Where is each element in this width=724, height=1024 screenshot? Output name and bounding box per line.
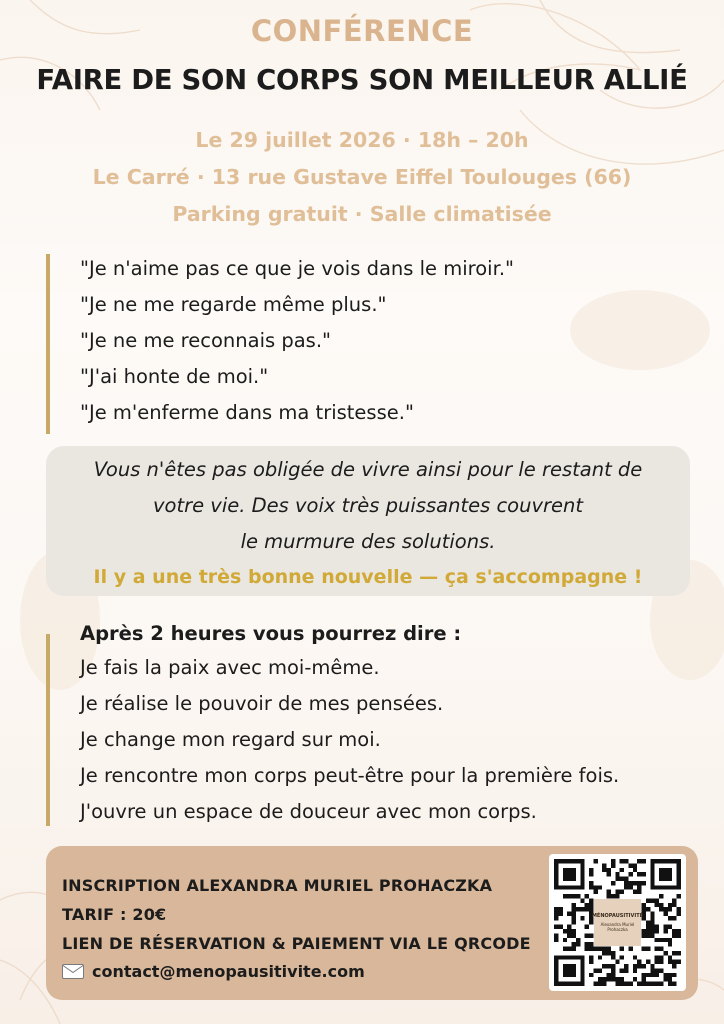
quote-line: "J'ai honte de moi." — [80, 365, 269, 388]
qr-logo-line: Prohaczka — [607, 927, 628, 932]
registration-name: INSCRIPTION ALEXANDRA MURIEL PROHACZKA — [62, 876, 493, 895]
price-label: TARIF : 20€ — [62, 905, 167, 924]
event-date-time: Le 29 juillet 2026 · 18h – 20h — [195, 128, 529, 152]
event-location: Le Carré · 13 rue Gustave Eiffel Toulouges (66) — [92, 165, 632, 189]
qr-logo-line: Alexandra Muriel — [600, 922, 635, 927]
benefit-item: Je rencontre mon corps peut-être pour la première fois. — [80, 764, 620, 787]
benefit-item: Je réalise le pouvoir de mes pensées. — [80, 692, 444, 715]
event-kicker: CONFÉRENCE — [250, 14, 474, 48]
qr-center-logo — [591, 899, 644, 946]
benefit-item: Je fais la paix avec moi-même. — [80, 656, 380, 679]
quote-line: "Je m'enferme dans ma tristesse." — [80, 401, 414, 424]
booking-info: LIEN DE RÉSERVATION & PAIEMENT VIA LE QRCODE — [62, 934, 531, 953]
contact-email[interactable] — [62, 962, 365, 981]
qr-logo-title: MÉNOPAUSITIVITÉ — [591, 913, 644, 919]
quote-line: "Je ne me reconnais pas." — [80, 329, 331, 352]
contact-email-text[interactable]: contact@menopausitivite.com — [92, 962, 365, 981]
message-line: Vous n'êtes pas obligée de vivre ainsi pour le restant de — [93, 458, 643, 481]
benefit-item: J'ouvre un espace de douceur avec mon corps. — [80, 800, 537, 823]
quote-line: "Je n'aime pas ce que je vois dans le miroir." — [80, 257, 514, 280]
quotes-accent-bar — [46, 254, 50, 434]
benefits-accent-bar — [46, 634, 50, 826]
benefit-item: Je change mon regard sur moi. — [80, 728, 381, 751]
event-amenities: Parking gratuit · Salle climatisée — [172, 202, 552, 226]
good-news-line: Il y a une très bonne nouvelle — ça s'accompagne ! — [93, 566, 643, 588]
message-line: le murmure des solutions. — [240, 530, 496, 553]
envelope-icon — [62, 964, 84, 979]
qr-code[interactable] — [549, 854, 686, 991]
benefits-heading: Après 2 heures vous pourrez dire : — [80, 622, 462, 645]
quote-line: "Je ne me regarde même plus." — [80, 293, 387, 316]
message-line: votre vie. Des voix très puissantes couvrent — [152, 494, 584, 517]
page-title: FAIRE DE SON CORPS SON MEILLEUR ALLIÉ — [36, 64, 688, 96]
